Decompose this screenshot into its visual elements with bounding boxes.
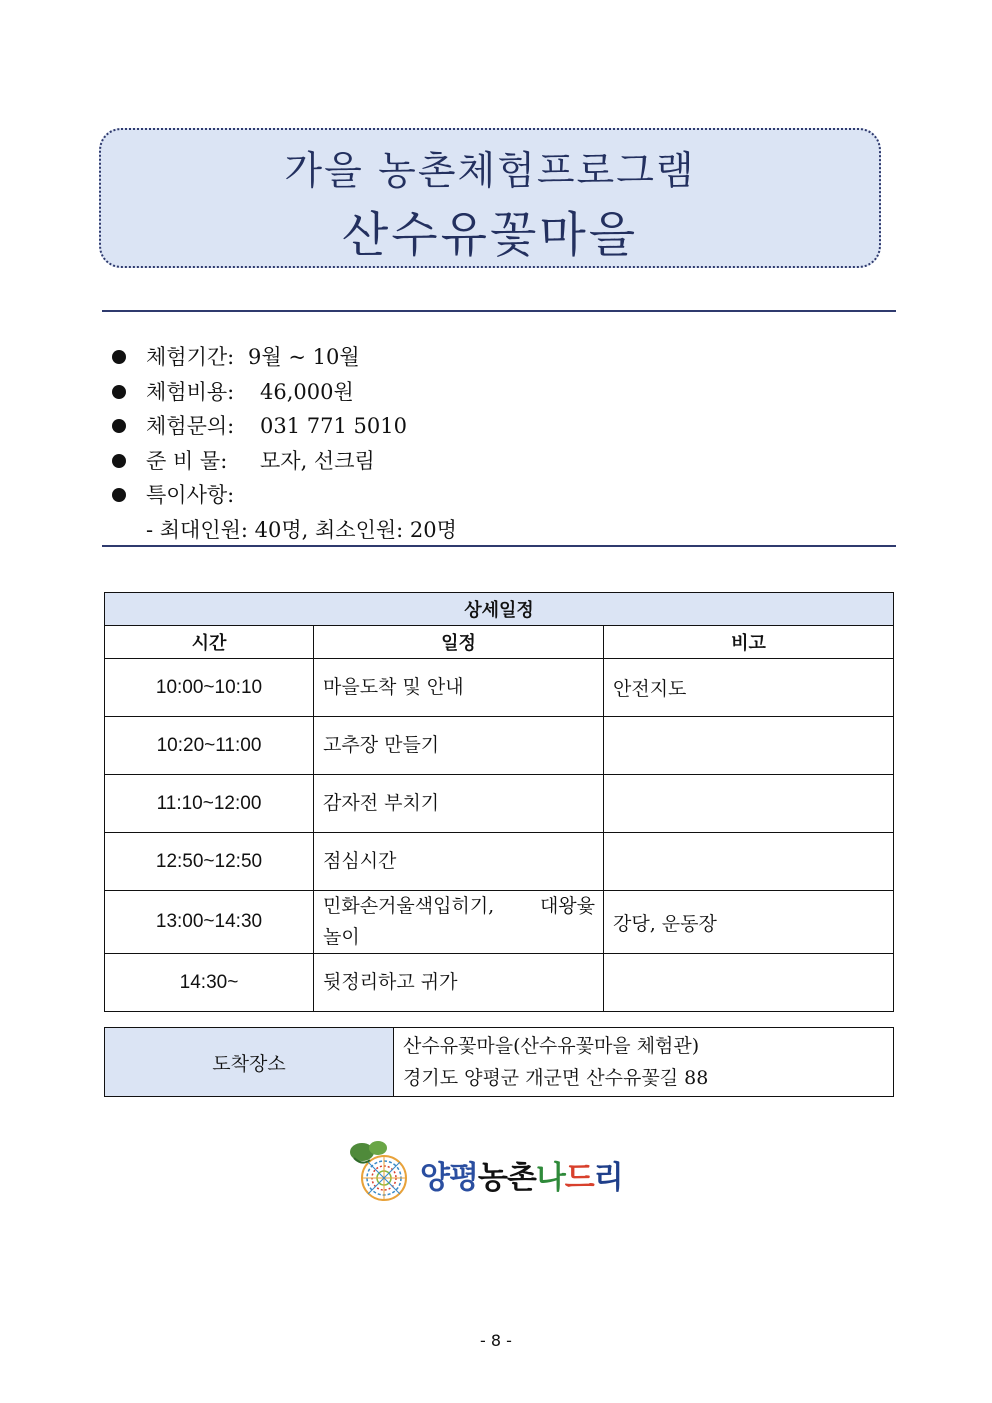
row-note xyxy=(604,954,894,1012)
table-row xyxy=(105,717,894,775)
row-plan: 뒷정리하고 귀가 xyxy=(314,954,604,1012)
info-contact xyxy=(112,409,812,444)
arrival-table xyxy=(104,1027,894,1097)
table-row xyxy=(105,954,894,1012)
info-cost xyxy=(112,375,812,410)
title-box xyxy=(99,128,881,268)
plan-line xyxy=(323,891,595,922)
table-row xyxy=(105,833,894,891)
row-plan: 마을도착 및 안내 xyxy=(314,659,604,717)
top-divider xyxy=(102,310,896,312)
header-note: 비고 xyxy=(604,626,894,659)
row-time: 11:10~12:00 xyxy=(105,775,314,833)
row-time: 10:20~11:00 xyxy=(105,717,314,775)
info-value: 031 771 5010 xyxy=(260,414,407,438)
plan-line1b: 대왕윷 xyxy=(539,895,595,917)
arrival-label: 도착장소 xyxy=(105,1028,394,1097)
info-label: 체험비용: xyxy=(146,379,235,404)
row-time: 10:00~10:10 xyxy=(105,659,314,717)
row-time: 13:00~14:30 xyxy=(105,891,314,954)
logo-text-deu: 드 xyxy=(564,1160,594,1196)
row-time: 14:30~ xyxy=(105,954,314,1012)
logo-text-ri: 리 xyxy=(593,1160,623,1196)
row-plan: 감자전 부치기 xyxy=(314,775,604,833)
logo-text xyxy=(420,1152,623,1197)
logo-text-na: 나 xyxy=(535,1160,565,1196)
schedule-table xyxy=(104,592,894,1012)
row-note xyxy=(604,775,894,833)
row-note xyxy=(604,717,894,775)
plan-line2: 놀이 xyxy=(323,926,360,948)
info-label: 준 비 물: xyxy=(146,448,228,473)
bullet-icon xyxy=(112,350,126,364)
bullet-icon xyxy=(112,419,126,433)
table-row xyxy=(105,659,894,717)
info-period xyxy=(112,340,812,375)
header-plan: 일정 xyxy=(314,626,604,659)
info-prep xyxy=(112,444,812,479)
arrival-address: 경기도 양평군 개군면 산수유꽃길 88 xyxy=(403,1067,709,1089)
table-row xyxy=(105,775,894,833)
bullet-icon xyxy=(112,385,126,399)
row-note xyxy=(604,833,894,891)
info-label: 체험문의: xyxy=(146,414,235,438)
header-time: 시간 xyxy=(105,626,314,659)
row-plan xyxy=(314,891,604,954)
row-plan: 고추장 만들기 xyxy=(314,717,604,775)
row-note: 안전지도 xyxy=(604,659,894,717)
row-note: 강당, 운동장 xyxy=(604,891,894,954)
leaf-sun-icon xyxy=(348,1138,420,1204)
village-name: 산수유꽃마을 xyxy=(341,207,639,263)
schedule-title: 상세일정 xyxy=(105,593,894,626)
plan-line1: 민화손거울색입히기, xyxy=(323,895,495,917)
info-label: 특이사항: xyxy=(146,483,235,507)
logo-text-nongchon: 농촌 xyxy=(477,1160,536,1196)
arrival-name: 산수유꽃마을(산수유꽃마을 체험관) xyxy=(403,1035,700,1057)
bullet-icon xyxy=(112,488,126,502)
row-plan: 점심시간 xyxy=(314,833,604,891)
bullet-icon xyxy=(112,454,126,468)
yangpyeong-logo xyxy=(348,1138,648,1204)
info-notes-detail: - 최대인원: 40명, 최소인원: 20명 xyxy=(146,517,457,542)
info-value: 46,000원 xyxy=(260,379,354,404)
info-label: 체험기간: xyxy=(146,345,235,369)
page-number: - 8 - xyxy=(480,1331,512,1350)
info-value: 모자, 선크림 xyxy=(260,448,375,473)
table-row xyxy=(105,891,894,954)
info-notes xyxy=(112,478,812,513)
info-list xyxy=(112,340,812,547)
arrival-value xyxy=(394,1028,894,1097)
logo-text-yangpyeong: 양평 xyxy=(420,1160,478,1196)
info-divider xyxy=(102,545,896,547)
row-time: 12:50~12:50 xyxy=(105,833,314,891)
info-value: 9월 ~ 10월 xyxy=(248,345,360,369)
program-title: 가을 농촌체험프로그램 xyxy=(284,149,696,194)
